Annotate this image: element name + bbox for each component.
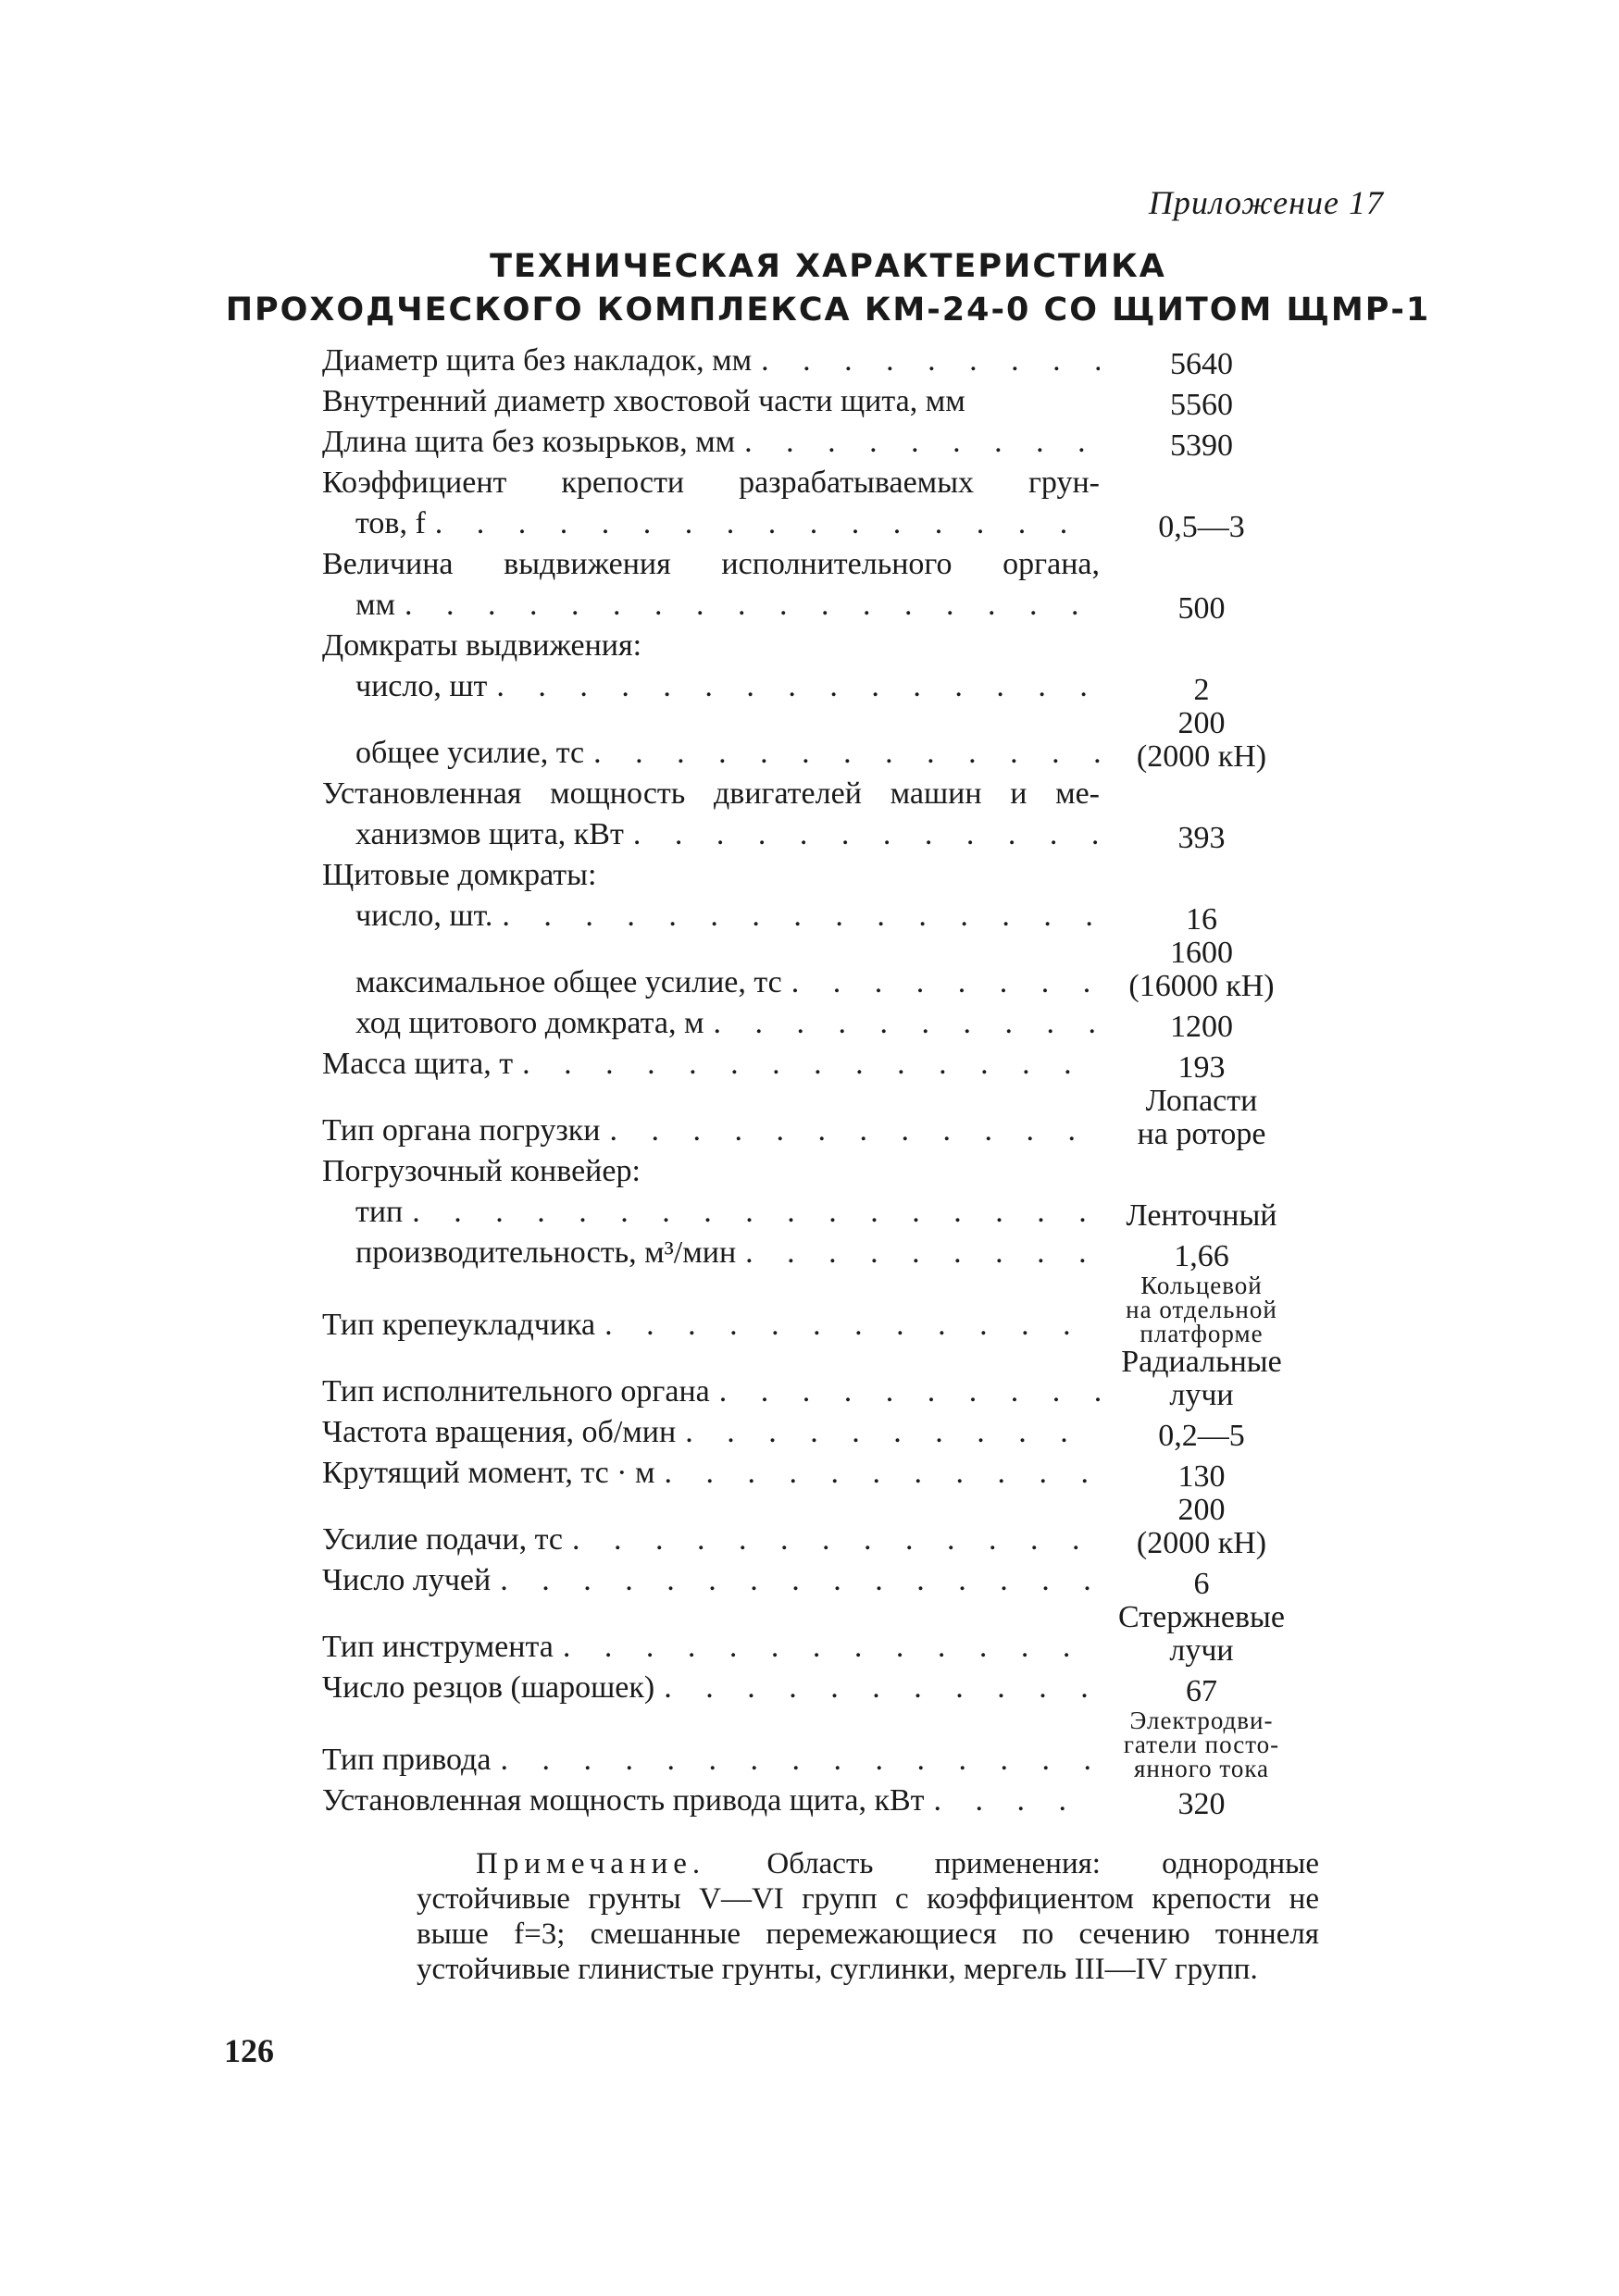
title-line-2: ПРОХОДЧЕСКОГО КОМПЛЕКСА КМ-24-0 СО ЩИТОМ ЩМР-1	[225, 292, 1431, 329]
spec-value: 320	[1177, 1787, 1226, 1821]
spec-value: 200	[1177, 706, 1226, 740]
spec-value: на роторе	[1137, 1117, 1266, 1151]
spec-label: ход щитового домкрата, м	[355, 1006, 704, 1040]
spec-label: мм	[355, 588, 396, 622]
note-text: Область применения: однородные устойчивые грунты V—VI групп с коэффициентом крепости не выше f=3; смешанные перемежающиеся по сечению тоннеля устойчивые глинистые грунты, суглинки, мергель III—IV групп.	[417, 1847, 1319, 1986]
spec-value: 1600	[1170, 936, 1233, 970]
spec-label: Тип исполнительного органа	[322, 1374, 710, 1409]
spec-label: Тип инструмента	[322, 1630, 554, 1664]
spec-value: платформе	[1140, 1320, 1264, 1347]
spec-row-tool-type	[322, 1601, 1303, 1668]
spec-value: 5640	[1170, 347, 1233, 381]
spec-label-line: Величина выдвижения исполнительного органа,	[322, 547, 1100, 581]
spec-label: общее усилие, тс	[355, 736, 585, 770]
spec-value: 130	[1177, 1459, 1226, 1494]
spec-value: Ленточный	[1126, 1198, 1277, 1233]
spec-value: Кольцевой	[1140, 1272, 1263, 1299]
spec-row-shield-jack-stroke	[322, 1003, 1303, 1044]
spec-value: 193	[1177, 1050, 1226, 1085]
spec-label-line: Коэффициент крепости разрабатываемых грун-	[322, 465, 1100, 500]
spec-value: 6	[1193, 1567, 1210, 1601]
spec-row-torque	[322, 1453, 1303, 1494]
spec-value: лучи	[1169, 1378, 1234, 1412]
spec-value: (2000 кН)	[1136, 739, 1267, 774]
spec-label: тов, f	[355, 506, 426, 540]
spec-value: 1,66	[1174, 1239, 1229, 1273]
spec-value: 393	[1177, 821, 1226, 855]
spec-row-extension	[322, 585, 1303, 626]
spec-value: 200	[1177, 1493, 1226, 1527]
spec-label: тип	[355, 1195, 404, 1229]
spec-label: Длина щита без козырьков, мм	[322, 425, 736, 459]
spec-label: Внутренний диаметр хвостовой части щита, мм	[322, 384, 965, 418]
spec-label: Частота вращения, об/мин	[322, 1415, 677, 1449]
spec-row-cutters-count	[322, 1668, 1303, 1708]
spec-value: 16	[1186, 902, 1217, 937]
spec-label: Установленная мощность привода щита, кВт	[322, 1783, 925, 1818]
spec-label: Масса щита, т	[322, 1047, 514, 1081]
spec-row-conveyor-capacity	[322, 1233, 1303, 1273]
spec-value: 67	[1186, 1674, 1217, 1708]
section-header-conveyor: Погрузочный конвейер:	[322, 1154, 641, 1188]
spec-value: гатели посто-	[1123, 1731, 1280, 1758]
note-heading: Примечание.	[476, 1847, 706, 1880]
spec-label: Крутящий момент, тс · м	[322, 1456, 655, 1490]
spec-label: число, шт	[355, 669, 488, 703]
spec-row-ext-jacks-force	[322, 707, 1303, 774]
spec-value: Радиальные	[1121, 1345, 1282, 1379]
spec-value: 5560	[1170, 388, 1233, 422]
section-header-shield-jacks: Щитовые домкраты:	[322, 858, 597, 892]
spec-label-line: Установленная мощность двигателей машин и ме-	[322, 776, 1100, 811]
spec-value: 2	[1193, 673, 1210, 707]
spec-row-thrust	[322, 1494, 1303, 1560]
spec-row-erector-type	[322, 1273, 1303, 1346]
spec-label: число, шт.	[355, 899, 493, 933]
spec-row-rotation-speed	[322, 1412, 1303, 1453]
spec-row-ext-jacks-count	[322, 666, 1303, 707]
appendix-label: Приложение 17	[1148, 184, 1384, 221]
spec-value: 5390	[1170, 428, 1233, 463]
spec-row-shield-mass	[322, 1044, 1303, 1085]
spec-value: на отдельной	[1126, 1296, 1277, 1323]
spec-value: 500	[1177, 591, 1226, 626]
spec-label: производительность, м³/мин	[355, 1235, 737, 1270]
spec-value: Стержневые	[1118, 1600, 1285, 1634]
spec-label: Число резцов (шарошек)	[322, 1670, 655, 1705]
spec-row-strength-coef	[322, 503, 1303, 544]
spec-value: лучи	[1169, 1633, 1234, 1668]
spec-label: Диаметр щита без накладок, мм	[322, 343, 753, 378]
spec-row-shield-jacks-count	[322, 896, 1303, 937]
spec-label: Число лучей	[322, 1563, 492, 1597]
spec-label: Усилие подачи, тс	[322, 1522, 563, 1557]
spec-row-shield-length	[322, 422, 1303, 463]
spec-row-drive-power	[322, 1781, 1303, 1821]
spec-row-shield-jacks-force	[322, 937, 1303, 1003]
spec-value: (16000 кН)	[1128, 969, 1275, 1003]
spec-value: 0,5—3	[1158, 510, 1245, 544]
spec-value: 1200	[1170, 1010, 1233, 1044]
page-number: 126	[224, 2032, 274, 2069]
spec-row-conveyor-type	[322, 1192, 1303, 1233]
spec-label: Тип привода	[322, 1743, 492, 1777]
spec-label: максимальное общее усилие, тс	[355, 965, 782, 999]
spec-label: ханизмов щита, кВт	[355, 817, 624, 851]
spec-value: Лопасти	[1145, 1084, 1258, 1118]
title-line-1: ТЕХНИЧЕСКАЯ ХАРАКТЕРИСТИКА	[490, 248, 1166, 285]
spec-label: Тип органа погрузки	[322, 1113, 601, 1148]
spec-row-beams-count	[322, 1560, 1303, 1601]
spec-list	[322, 341, 1303, 1821]
spec-row-inner-diameter	[322, 381, 1303, 422]
section-header-extension-jacks: Домкраты выдвижения:	[322, 628, 642, 663]
spec-value: Электродви-	[1129, 1706, 1274, 1734]
spec-label: Тип крепеукладчика	[322, 1308, 596, 1342]
spec-row-loading-type	[322, 1085, 1303, 1151]
spec-row-shield-diameter	[322, 341, 1303, 381]
spec-value: (2000 кН)	[1136, 1526, 1267, 1560]
spec-value: 0,2—5	[1158, 1419, 1245, 1453]
spec-row-installed-power	[322, 814, 1303, 855]
spec-row-drive-type	[322, 1708, 1303, 1781]
spec-row-cutter-type	[322, 1346, 1303, 1412]
spec-value: янного тока	[1133, 1755, 1270, 1782]
note-paragraph	[417, 1846, 1319, 1987]
